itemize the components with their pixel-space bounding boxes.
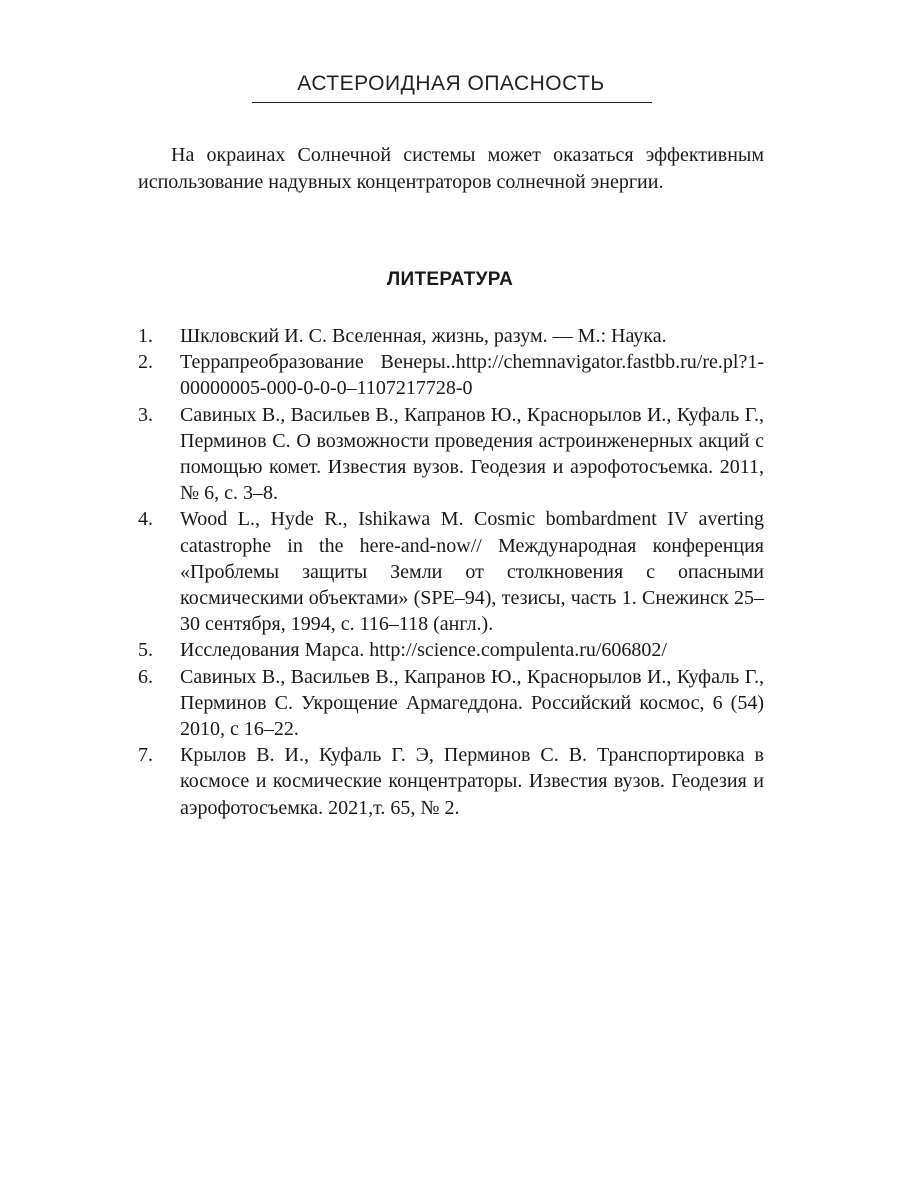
reference-item xyxy=(138,323,764,349)
reference-item xyxy=(138,506,764,637)
reference-number: 2. xyxy=(138,351,153,374)
references-list xyxy=(138,323,764,821)
header-rule xyxy=(252,102,652,103)
references-title: ЛИТЕРАТУРА xyxy=(386,269,514,290)
reference-number: 6. xyxy=(138,665,153,688)
reference-text: Савиных В., Васильев В., Капранов Ю., Краснорылов И., Куфаль Г., Перминов С. О возможности проведения астроинженерных акций с помощью комет. Известия вузов. Геодезия и аэрофотосъемка. 2011, № 6, с. 3–8. xyxy=(180,403,764,505)
reference-number: 4. xyxy=(138,508,153,531)
reference-text: Террапреобразование Венеры..http://chemnavigator.fastbb.ru/re.pl?1-00000005-000-0-0-0–1107217728-0 xyxy=(180,351,764,400)
reference-text: Савиных В., Васильев В., Капранов Ю., Краснорылов И., Куфаль Г., Перминов С. Укрощение Армагеддона. Российский космос, 6 (54) 2010, с 16–22. xyxy=(180,665,764,741)
reference-number: 7. xyxy=(138,744,153,767)
reference-text: Шкловский И. С. Вселенная, жизнь, разум. — М.: Наука. xyxy=(180,325,667,347)
reference-item xyxy=(138,664,764,743)
reference-text: Wood L., Hyde R., Ishikawa M. Cosmic bombardment IV averting catastrophe in the here-and-now// Международная конференция «Проблемы защиты Земли от столкновения с опасными космическими объектами» (SPE–94), тезисы, часть 1. Снежинск 25–30 сентября, 1994, с. 116–118 (англ.). xyxy=(180,508,764,636)
reference-text: Крылов В. И., Куфаль Г. Э, Перминов С. В. Транспортировка в космосе и космические концентраторы. Известия вузов. Геодезия и аэрофотосъемка. 2021,т. 65, № 2. xyxy=(180,744,764,819)
reference-item xyxy=(138,349,764,401)
body-paragraph: На окраинах Солнечной системы может оказаться эффективным использование надувных концентраторов солнечной энергии. xyxy=(138,144,764,193)
reference-number: 1. xyxy=(138,325,153,347)
reference-number: 5. xyxy=(138,639,153,662)
reference-item xyxy=(138,742,764,821)
reference-number: 3. xyxy=(138,403,153,426)
reference-item xyxy=(138,637,764,663)
running-head-title: АСТЕРОИДНАЯ ОПАСНОСТЬ xyxy=(297,72,605,95)
reference-text: Исследования Марса. http://science.compulenta.ru/606802/ xyxy=(180,639,667,662)
reference-item xyxy=(138,402,764,507)
